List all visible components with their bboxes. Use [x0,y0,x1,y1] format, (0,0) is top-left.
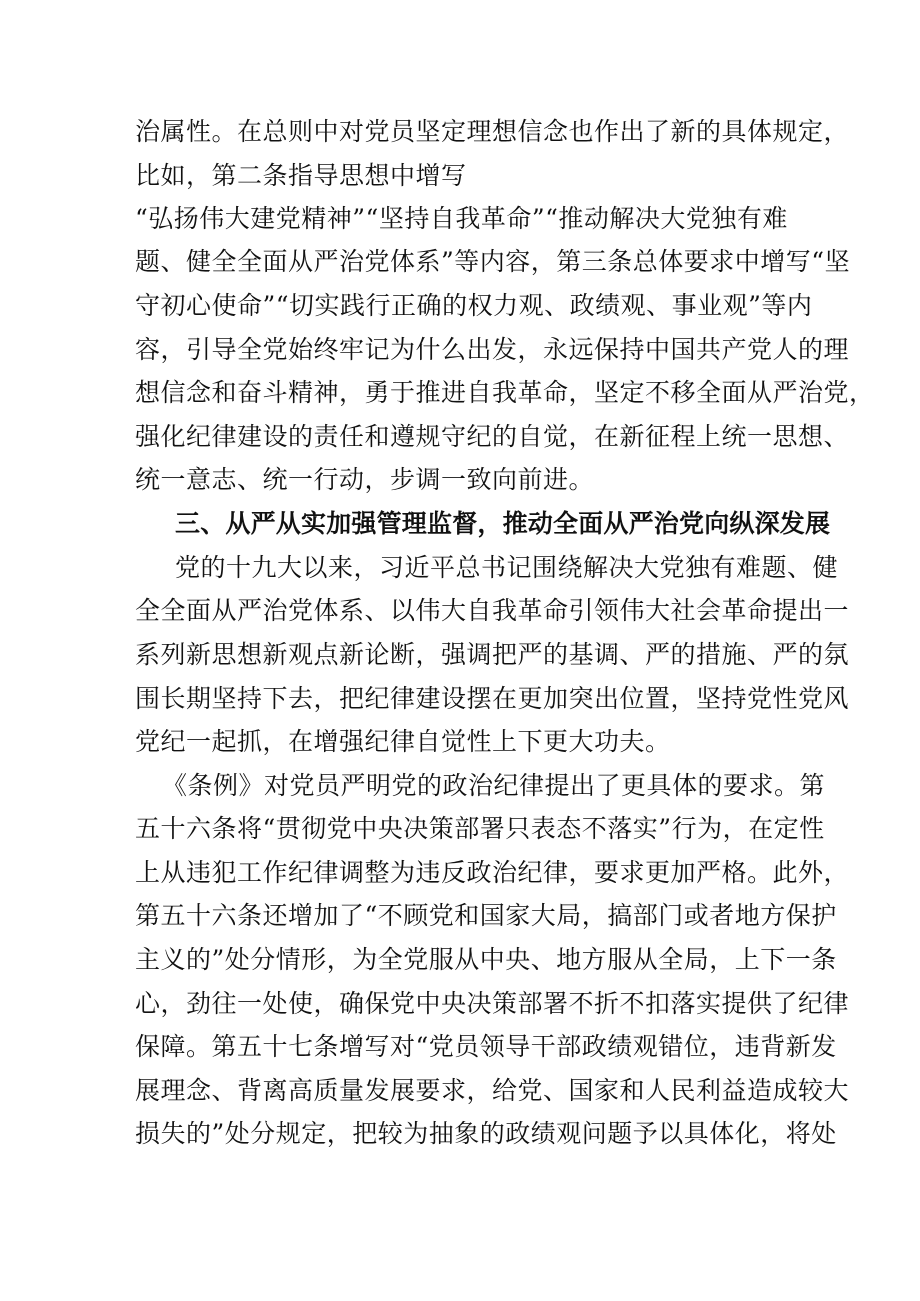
text-line: 治属性。在总则中对党员坚定理想信念也作出了新的具体规定， [135,117,850,146]
text-line: 五十六条将“贯彻党中央决策部署只表态不落实”行为，在定性 [135,814,825,843]
text-line: 容，引导全党始终牢记为什么出发，永远保持中国共产党人的理 [135,335,850,364]
text-line: 围长期坚持下去，把纪律建设摆在更加突出位置，坚持党性党风 [135,684,850,713]
text-line: 第五十六条还增加了“不顾党和国家大局，搞部门或者地方保护 [135,901,837,930]
text-line: 守初心使命”“切实践行正确的权力观、政绩观、事业观”等内 [135,291,813,320]
text-line: 题、健全全面从严治党体系”等内容，第三条总体要求中增写“坚 [135,247,851,276]
text-line: 保障。第五十七条增写对“党员领导干部政绩观错位，违背新发 [135,1032,837,1061]
text-line: 上从违犯工作纪律调整为违反政治纪律，要求更加严格。此外， [135,858,850,887]
text-line: 全全面从严治党体系、以伟大自我革命引领伟大社会革命提出一 [135,596,850,625]
text-line: “弘扬伟大建党精神”“坚持自我革命”“推动解决大党独有难 [135,204,788,233]
text-line: 展理念、背离高质量发展要求，给党、国家和人民利益造成较大 [135,1076,850,1105]
text-line: 损失的”处分规定，把较为抽象的政绩观问题予以具体化，将处 [135,1119,837,1148]
text-line: 《条例》对党员严明党的政治纪律提出了更具体的要求。第 [162,771,826,800]
text-line: 强化纪律建设的责任和遵规守纪的自觉，在新征程上统一思想、 [135,422,850,451]
text-line: 心，劲往一处使，确保党中央决策部署不折不扣落实提供了纪律 [135,989,850,1018]
text-line: 系列新思想新观点新论断，强调把严的基调、严的措施、严的氛 [135,640,850,669]
text-line: 党的十九大以来，习近平总书记围绕解决大党独有难题、健 [175,553,839,582]
section-heading: 三、从严从实加强管理监督，推动全面从严治党向纵深发展 [175,509,831,538]
text-line: 比如，第二条指导思想中增写 [135,161,467,190]
text-line: 统一意志、统一行动，步调一致向前进。 [135,465,595,494]
text-line: 想信念和奋斗精神，勇于推进自我革命，坚定不移全面从严治党， [135,378,875,407]
text-line: 党纪一起抓，在增强纪律自觉性上下更大功夫。 [135,727,671,756]
text-line: 主义的”处分情形，为全党服从中央、地方服从全局，上下一条 [135,945,837,974]
